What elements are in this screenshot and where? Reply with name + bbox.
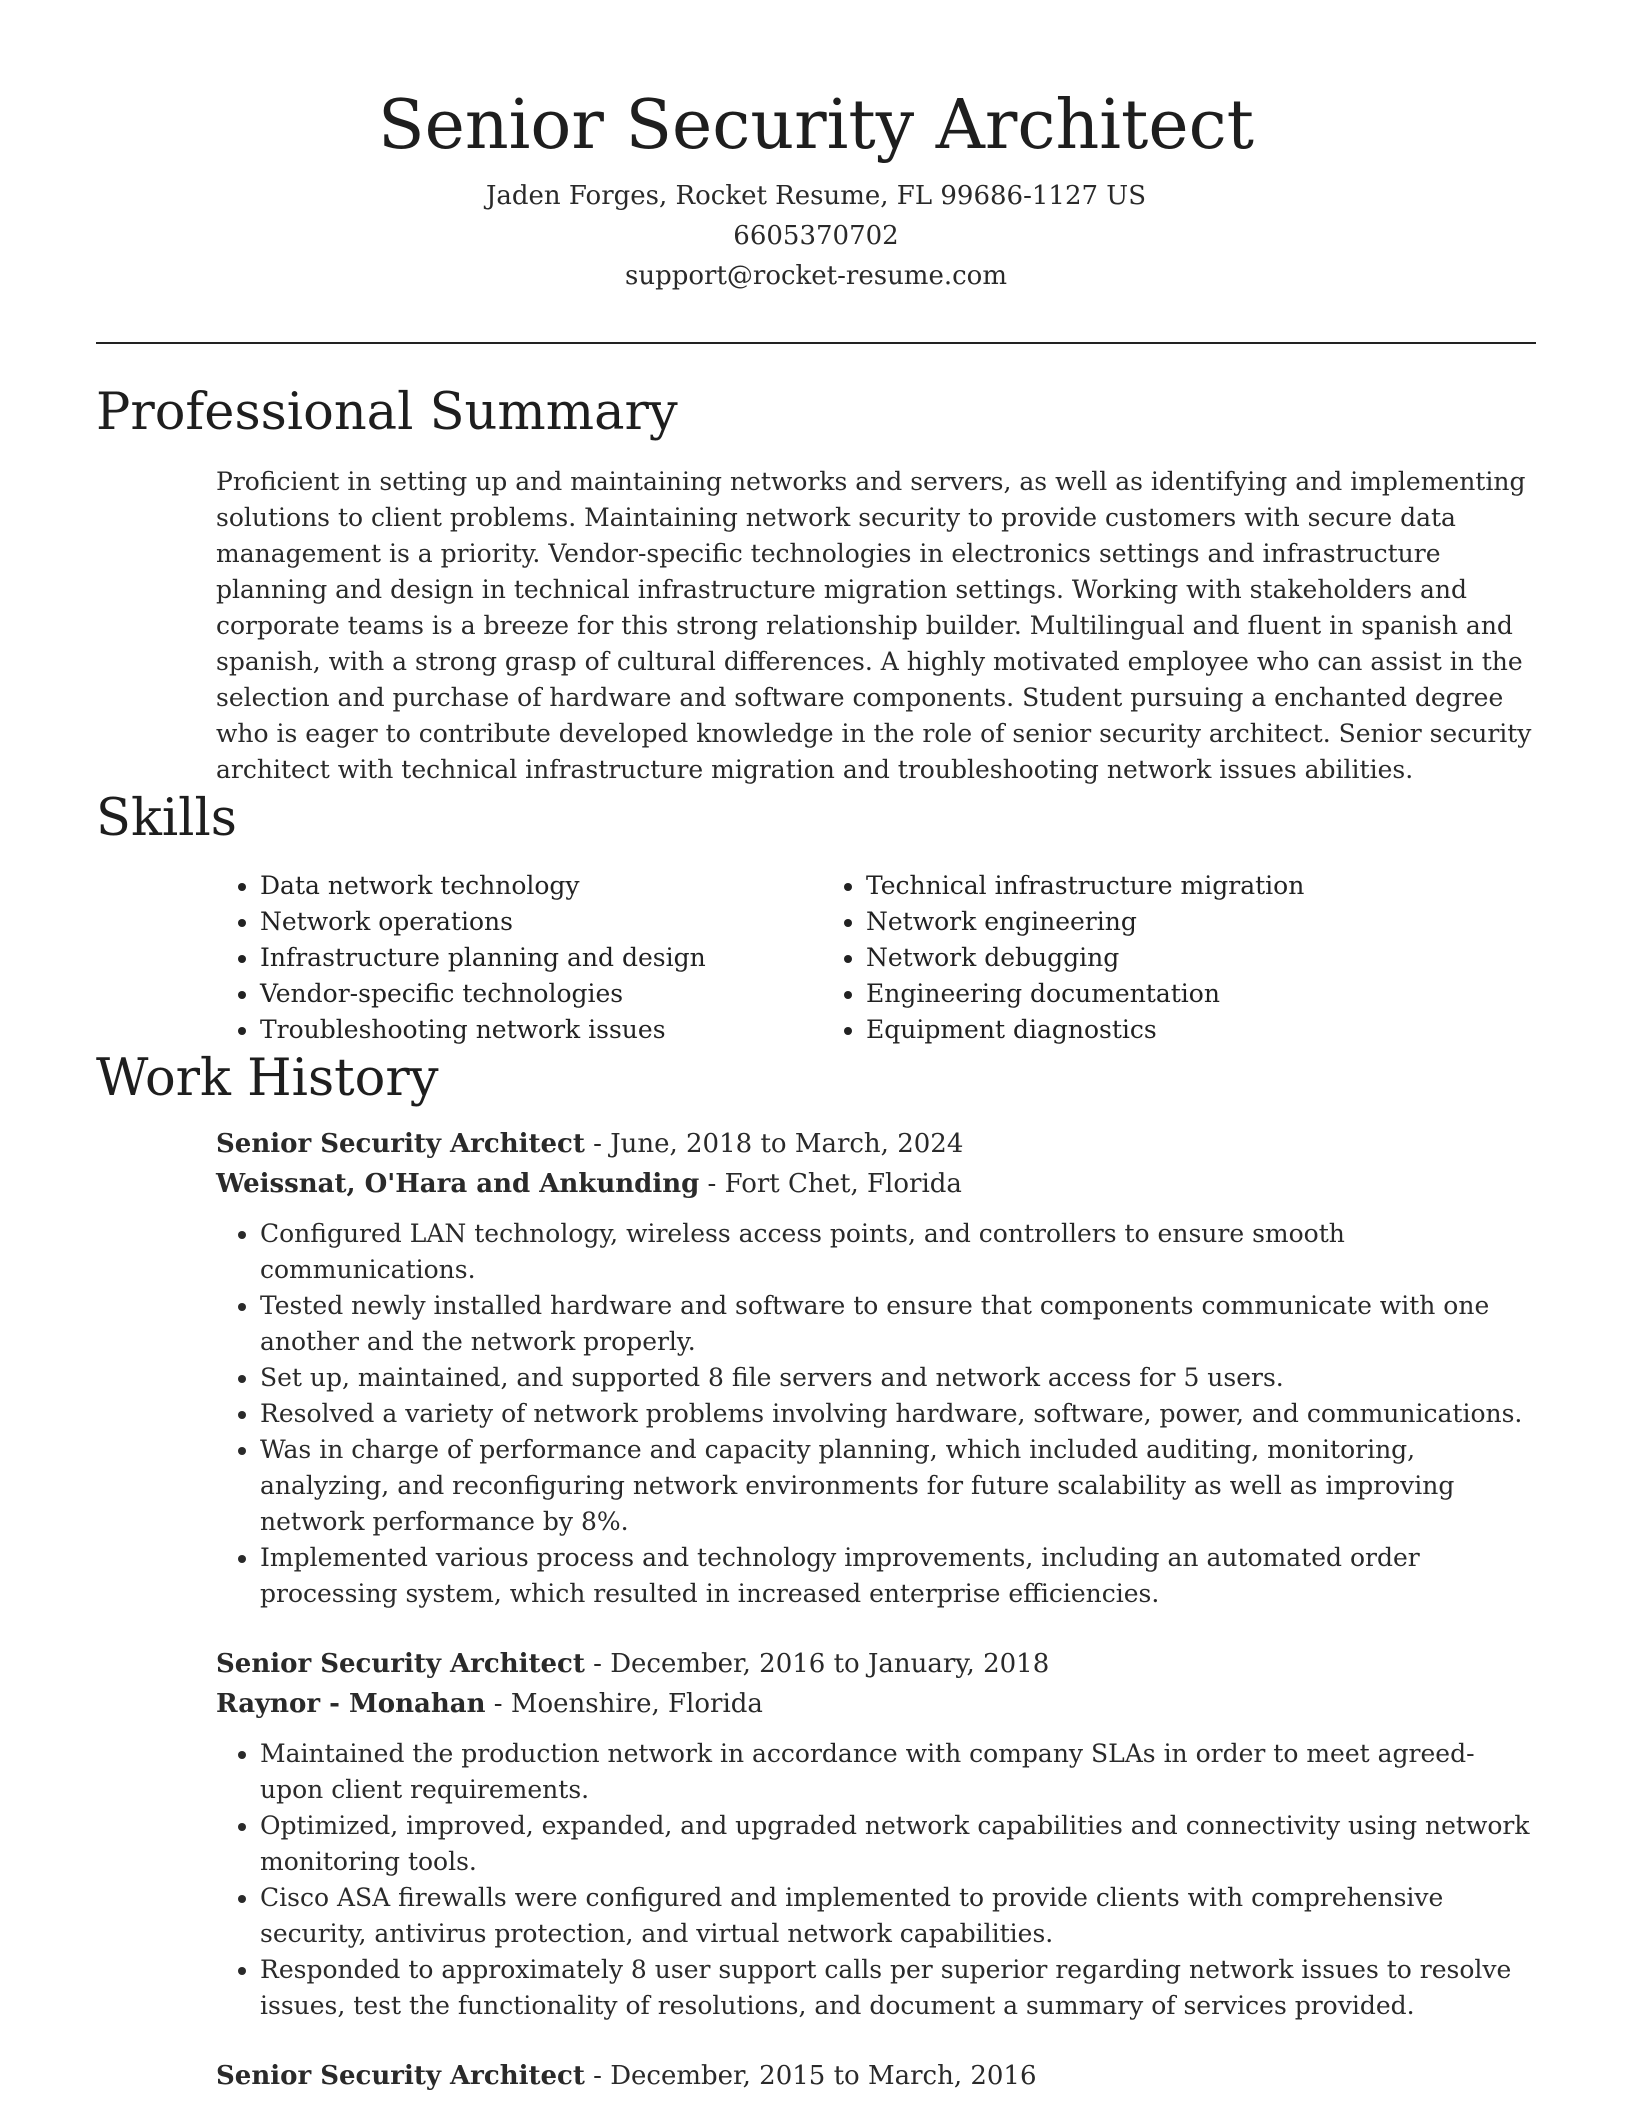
job-bullet: • Implemented various process and technology improvements, including an automated order processing system, which resulted in increased enterprise efficiencies. — [260, 1540, 1536, 1612]
resume-body — [96, 382, 1536, 2096]
job-company: Raynor - Monahan — [216, 1689, 486, 1719]
job-bullet: • Configured LAN technology, wireless access points, and controllers to ensure smooth communications. — [260, 1216, 1536, 1288]
job-dates: - December, 2015 to March, 2016 — [584, 2061, 1037, 2091]
summary-text: Proficient in setting up and maintaining networks and servers, as well as identifying and implementing solutions to client problems. Maintaining network security to provide customers with secure data management is a priority. Vendor-specific technologies in electronics settings and infrastructure planning and design in technical infrastructure migration settings. Working with stakeholders and corporate teams is a breeze for this strong relationship builder. Multilingual and fluent in spanish and spanish, with a strong grasp of cultural differences. A highly motivated employee who can assist in the selection and purchase of hardware and software components. Student pursuing a enchanted degree who is eager to contribute developed knowledge in the role of senior security architect. Senior security architect with technical infrastructure migration and troubleshooting network issues abilities. — [216, 467, 1532, 784]
skill-item: • Engineering documentation — [866, 976, 1428, 1012]
job-title-line — [216, 1124, 1536, 1164]
skill-item: • Vendor-specific technologies — [260, 976, 822, 1012]
job-bullet: • Resolved a variety of network problems involving hardware, software, power, and communications. — [260, 1396, 1536, 1432]
job-bullet: • Maintained the production network in accordance with company SLAs in order to meet agreed-upon client requirements. — [260, 1736, 1536, 1808]
skills-columns — [216, 868, 1536, 1048]
skill-item: • Infrastructure planning and design — [260, 940, 822, 976]
contact-phone: 6605370702 — [733, 221, 899, 251]
job-dates: - December, 2016 to January, 2018 — [584, 1649, 1050, 1679]
contact-block — [0, 176, 1632, 296]
skill-item: • Data network technology — [260, 868, 822, 904]
job-title-line — [216, 1644, 1536, 1684]
skill-item: • Technical infrastructure migration — [866, 868, 1428, 904]
job-entry — [216, 2056, 1536, 2096]
contact-address: Jaden Forges, Rocket Resume, FL 99686-1127 US — [485, 181, 1147, 211]
job-company-line — [216, 1684, 1536, 1724]
skill-item: • Network operations — [260, 904, 822, 940]
job-company-line — [216, 1164, 1536, 1204]
job-bullet: • Was in charge of performance and capacity planning, which included auditing, monitoring, analyzing, and reconfiguring network environments for future scalability as well as improving network performance by 8%. — [260, 1432, 1536, 1540]
job-entry — [216, 1124, 1536, 1612]
skill-item: • Troubleshooting network issues — [260, 1012, 822, 1048]
job-entry — [216, 1644, 1536, 2024]
job-role: Senior Security Architect — [216, 1649, 585, 1679]
skills-list-right — [822, 868, 1428, 1048]
job-bullet: • Cisco ASA firewalls were configured and implemented to provide clients with comprehensive security, antivirus protection, and virtual network capabilities. — [260, 1880, 1536, 1952]
job-location: - Moenshire, Florida — [485, 1689, 763, 1719]
skills-list-left — [216, 868, 822, 1048]
resume-header — [0, 84, 1632, 296]
job-location: - Fort Chet, Florida — [699, 1169, 962, 1199]
job-company: Weissnat, O'Hara and Ankunding — [216, 1169, 700, 1199]
summary-heading: Professional Summary — [96, 383, 678, 442]
skill-item: • Network engineering — [866, 904, 1428, 940]
skills-heading: Skills — [96, 789, 237, 848]
job-title-line — [216, 2056, 1536, 2096]
job-bullets — [216, 1216, 1536, 1612]
header-divider — [96, 342, 1536, 344]
job-bullet: • Tested newly installed hardware and software to ensure that components communicate with one another and the network properly. — [260, 1288, 1536, 1360]
job-bullet: • Responded to approximately 8 user support calls per superior regarding network issues to resolve issues, test the functionality of resolutions, and document a summary of services provided. — [260, 1952, 1536, 2024]
job-role: Senior Security Architect — [216, 1129, 585, 1159]
skill-item: • Network debugging — [866, 940, 1428, 976]
contact-email[interactable]: support@rocket-resume.com — [624, 261, 1007, 291]
job-bullet: • Optimized, improved, expanded, and upgraded network capabilities and connectivity using network monitoring tools. — [260, 1808, 1536, 1880]
job-dates: - June, 2018 to March, 2024 — [584, 1129, 964, 1159]
job-bullets — [216, 1736, 1536, 2024]
page-title: Senior Security Architect — [378, 86, 1254, 165]
work-history-heading: Work History — [96, 1049, 439, 1108]
job-role: Senior Security Architect — [216, 2061, 585, 2091]
job-bullet: • Set up, maintained, and supported 8 file servers and network access for 5 users. — [260, 1360, 1536, 1396]
skill-item: • Equipment diagnostics — [866, 1012, 1428, 1048]
